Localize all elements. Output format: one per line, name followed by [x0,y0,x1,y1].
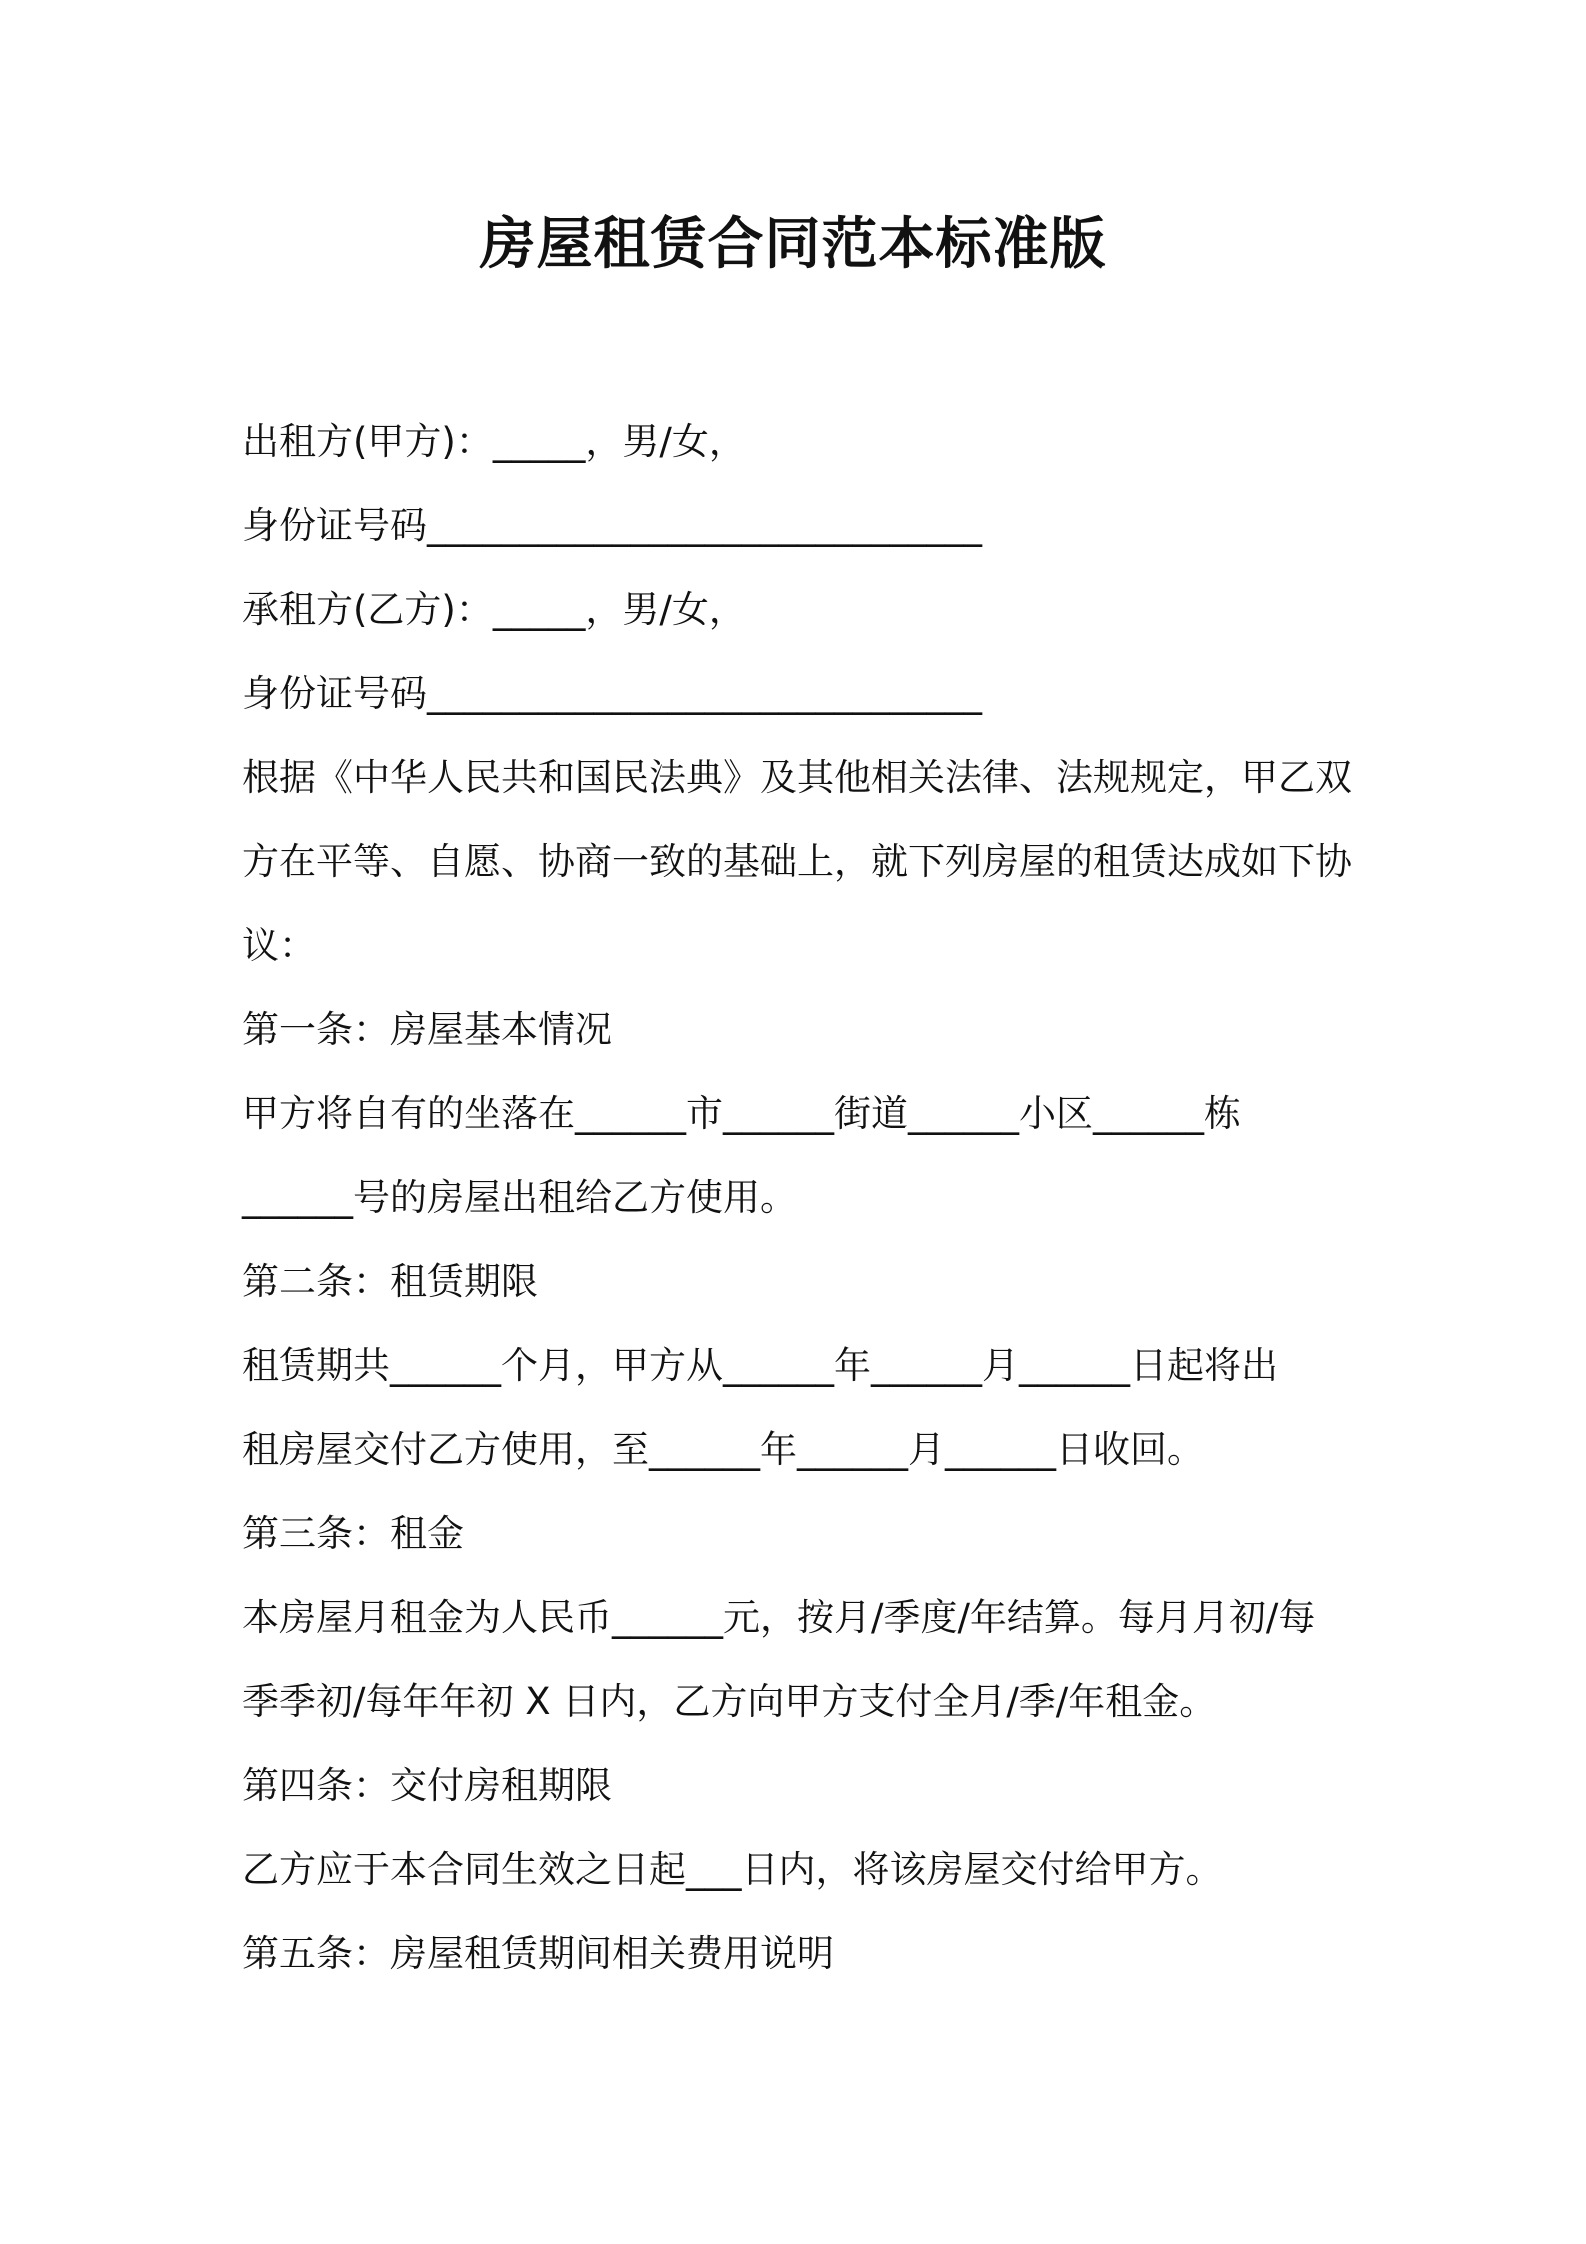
article-1-heading: 第一条：房屋基本情况 [242,1008,612,1051]
preamble-line-3: 议： [242,924,316,967]
article-5-heading: 第五条：房屋租赁期间相关费用说明 [242,1932,834,1975]
article-4-text-1: 乙方应于本合同生效之日起___日内，将该房屋交付给甲方。 [242,1848,1223,1891]
article-3-heading: 第三条：租金 [242,1512,464,1555]
article-3-text-2: 季季初/每年年初 X 日内，乙方向甲方支付全月/季/年租金。 [242,1680,1217,1723]
article-2-text-1: 租赁期共______个月，甲方从______年______月______日起将出 [242,1344,1278,1387]
article-2-text-2: 租房屋交付乙方使用，至______年______月______日收回。 [242,1428,1204,1471]
lessor-line: 出租方(甲方)：_____，男/女， [242,420,746,463]
preamble-line-1: 根据《中华人民共和国民法典》及其他相关法律、法规规定，甲乙双 [242,756,1352,799]
article-3-text-1: 本房屋月租金为人民币______元，按月/季度/年结算。每月月初/每 [242,1596,1316,1639]
lessor-id-line: 身份证号码______________________________ [242,504,982,547]
article-1-text-1: 甲方将自有的坐落在______市______街道______小区______栋 [242,1092,1241,1135]
lessee-id-line: 身份证号码______________________________ [242,672,982,715]
lessee-line: 承租方(乙方)：_____，男/女， [242,588,746,631]
document-title: 房屋租赁合同范本标准版 [479,212,1107,277]
article-2-heading: 第二条：租赁期限 [242,1260,538,1303]
article-4-heading: 第四条：交付房租期限 [242,1764,612,1807]
document-body [242,400,1362,1996]
article-1-text-2: ______号的房屋出租给乙方使用。 [242,1176,797,1219]
preamble-line-2: 方在平等、自愿、协商一致的基础上，就下列房屋的租赁达成如下协 [242,840,1352,883]
